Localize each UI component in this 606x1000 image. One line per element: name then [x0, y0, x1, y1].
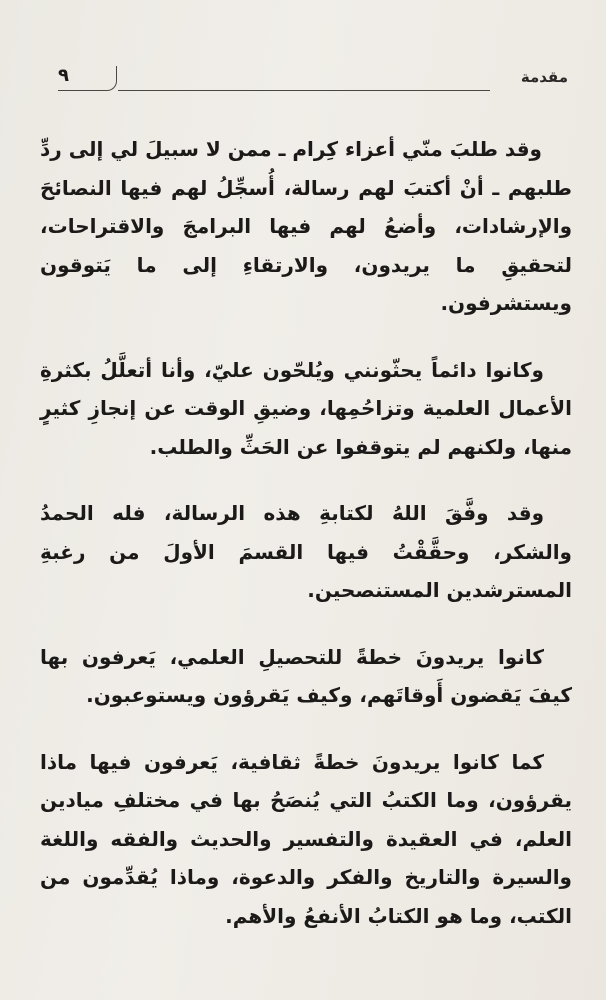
section-title: مقدمة — [520, 68, 568, 86]
paragraph-3: وقد وفَّقَ اللهُ لكتابةِ هذه الرسالة، فله الحمدُ والشكر، وحقَّقْتُ فيها القسمَ الأولَ من رغبةِ المسترشدين المستنصحين. — [40, 501, 572, 602]
paragraph-4: كانوا يريدونَ خطةً للتحصيلِ العلمي، يَعرفون بها كيفَ يَقضون أَوقاتَهم، وكيف يَقرؤون ويستوعبون. — [40, 644, 572, 707]
page-number: ٩ — [58, 66, 117, 91]
paragraph-5: كما كانوا يريدونَ خطةً ثقافية، يَعرفون فيها ماذا يقرؤون، وما الكتبُ التي يُنصَحُ بها في مختلفِ ميادين العلم، في العقيدة والتفسير والحديث والفقه واللغة والسيرة والتاريخ والفكر والدعوة، وماذا يُقدِّمون من الكتب، وما هو الكتابُ الأنفعُ والأهم. — [40, 749, 572, 928]
header-rule — [118, 90, 490, 91]
page-body — [40, 130, 572, 963]
running-header — [58, 62, 568, 98]
paragraph-2: وكانوا دائماً يحثّونني ويُلحّون عليّ، وأنا أتعلَّلُ بكثرةِ الأعمال العلمية وتزاحُمِها، وضيقِ الوقت عن إنجازِ كثيرٍ منها، ولكنهم لم يتوقفوا عن الحَثِّ والطلب. — [40, 357, 572, 459]
paragraph-1: وقد طلبَ منّي أعزاء كِرام ـ ممن لا سبيلَ لي إلى ردِّ طلبهم ـ أنْ أكتبَ لهم رسالة، أُسجِّلُ لهم فيها النصائحَ والإرشادات، وأضعُ لهم فيها البرامجَ والاقتراحات، لتحقيقِ ما يريدون، والارتقاءِ إلى ما يَتوقون ويستشرفون. — [40, 137, 572, 315]
